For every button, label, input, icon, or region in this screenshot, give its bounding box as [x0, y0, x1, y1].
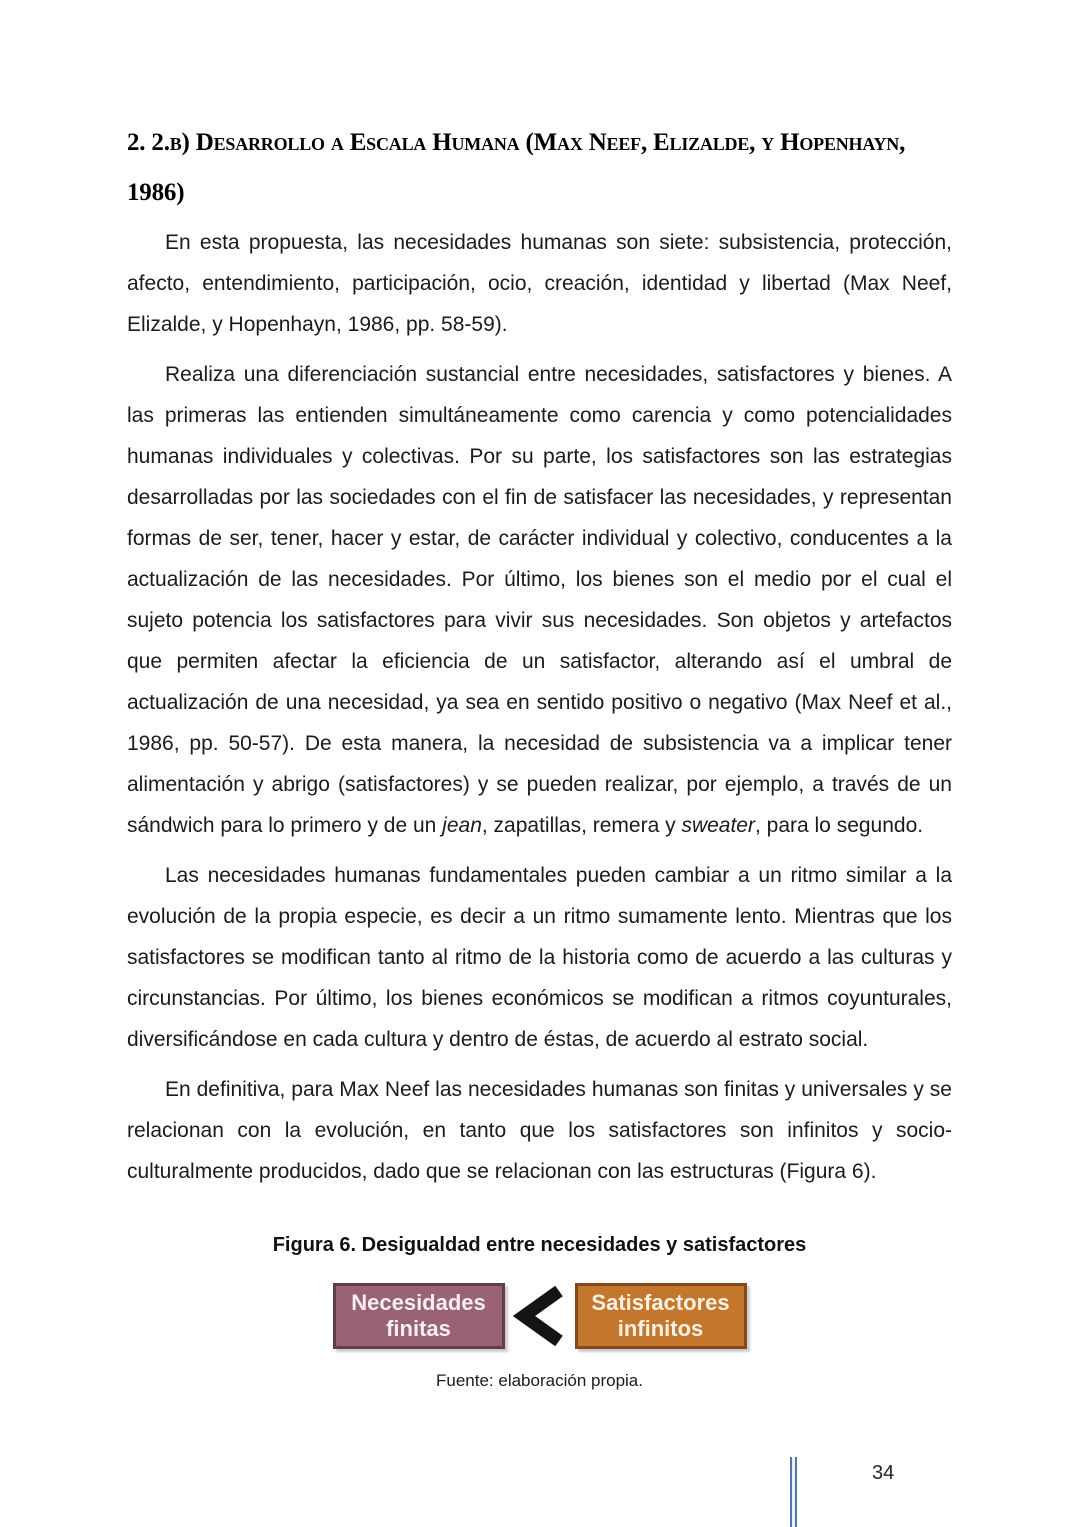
figure-source: Fuente: elaboración propia.	[436, 1371, 643, 1390]
body-text	[127, 222, 952, 1192]
body-paragraph: Las necesidades humanas fundamentales pueden cambiar a un ritmo similar a la evolución de la propia especie, es decir a un ritmo sumamente lento. Mientras que los satisfactores se modifican tanto al ritmo de la historia como de acuerdo a las culturas y circunstancias. Por último, los bienes económicos se modifican a ritmos coyunturales, diversificándose en cada cultura y dentro de éstas, de acuerdo al estrato social.	[127, 864, 952, 1051]
footer-accent-line	[790, 1457, 797, 1527]
body-paragraph: En definitiva, para Max Neef las necesidades humanas son finitas y universales y se relacionan con la evolución, en tanto que los satisfactores son infinitos y socio-culturalmente producidos, dado que se relacionan con las estructuras (Figura 6).	[127, 1078, 952, 1183]
necesidades-box-label: Necesidades finitas	[351, 1290, 486, 1341]
page-content	[127, 118, 952, 1391]
satisfactores-box-label: Satisfactores infinitos	[591, 1290, 730, 1341]
satisfactores-box	[575, 1283, 747, 1349]
section-heading: 2. 2.b) Desarrollo a Escala Humana (Max Neef, Elizalde, y Hopenhayn, 1986)	[127, 129, 906, 206]
figure-caption: Figura 6. Desigualdad entre necesidades y satisfactores	[272, 1234, 807, 1256]
figure	[127, 1283, 952, 1349]
necesidades-box	[333, 1283, 505, 1349]
body-paragraph: Realiza una diferenciación sustancial entre necesidades, satisfactores y bienes. A las primeras las entienden simultáneamente como carencia y como potencialidades humanas individuales y colectivas. Por su parte, los satisfactores son las estrategias desarrolladas por las sociedades con el fin de satisfacer las necesidades, y representan formas de ser, tener, hacer y estar, de carácter individual y colectivo, conducentes a la actualización de las necesidades. Por último, los bienes son el medio por el cual el sujeto potencia los satisfactores para vivir sus necesidades. Son objetos y artefactos que permiten afectar la eficiencia de un satisfactor, alterando así el umbral de actualización de una necesidad, ya sea en sentido positivo o negativo (Max Neef et al., 1986, pp. 50-57). De esta manera, la necesidad de subsistencia va a implicar tener alimentación y abrigo (satisfactores) y se pueden realizar, por ejemplo, a través de un sándwich para lo primero y de un jean, zapatillas, remera y sweater, para lo segundo.	[127, 363, 952, 837]
less-than-icon	[509, 1284, 571, 1348]
page-number: 34	[872, 1462, 895, 1484]
body-paragraph: En esta propuesta, las necesidades humanas son siete: subsistencia, protección, afecto, entendimiento, participación, ocio, creación, identidad y libertad (Max Neef, Elizalde, y Hopenhayn, 1986, pp. 58-59).	[127, 231, 952, 336]
